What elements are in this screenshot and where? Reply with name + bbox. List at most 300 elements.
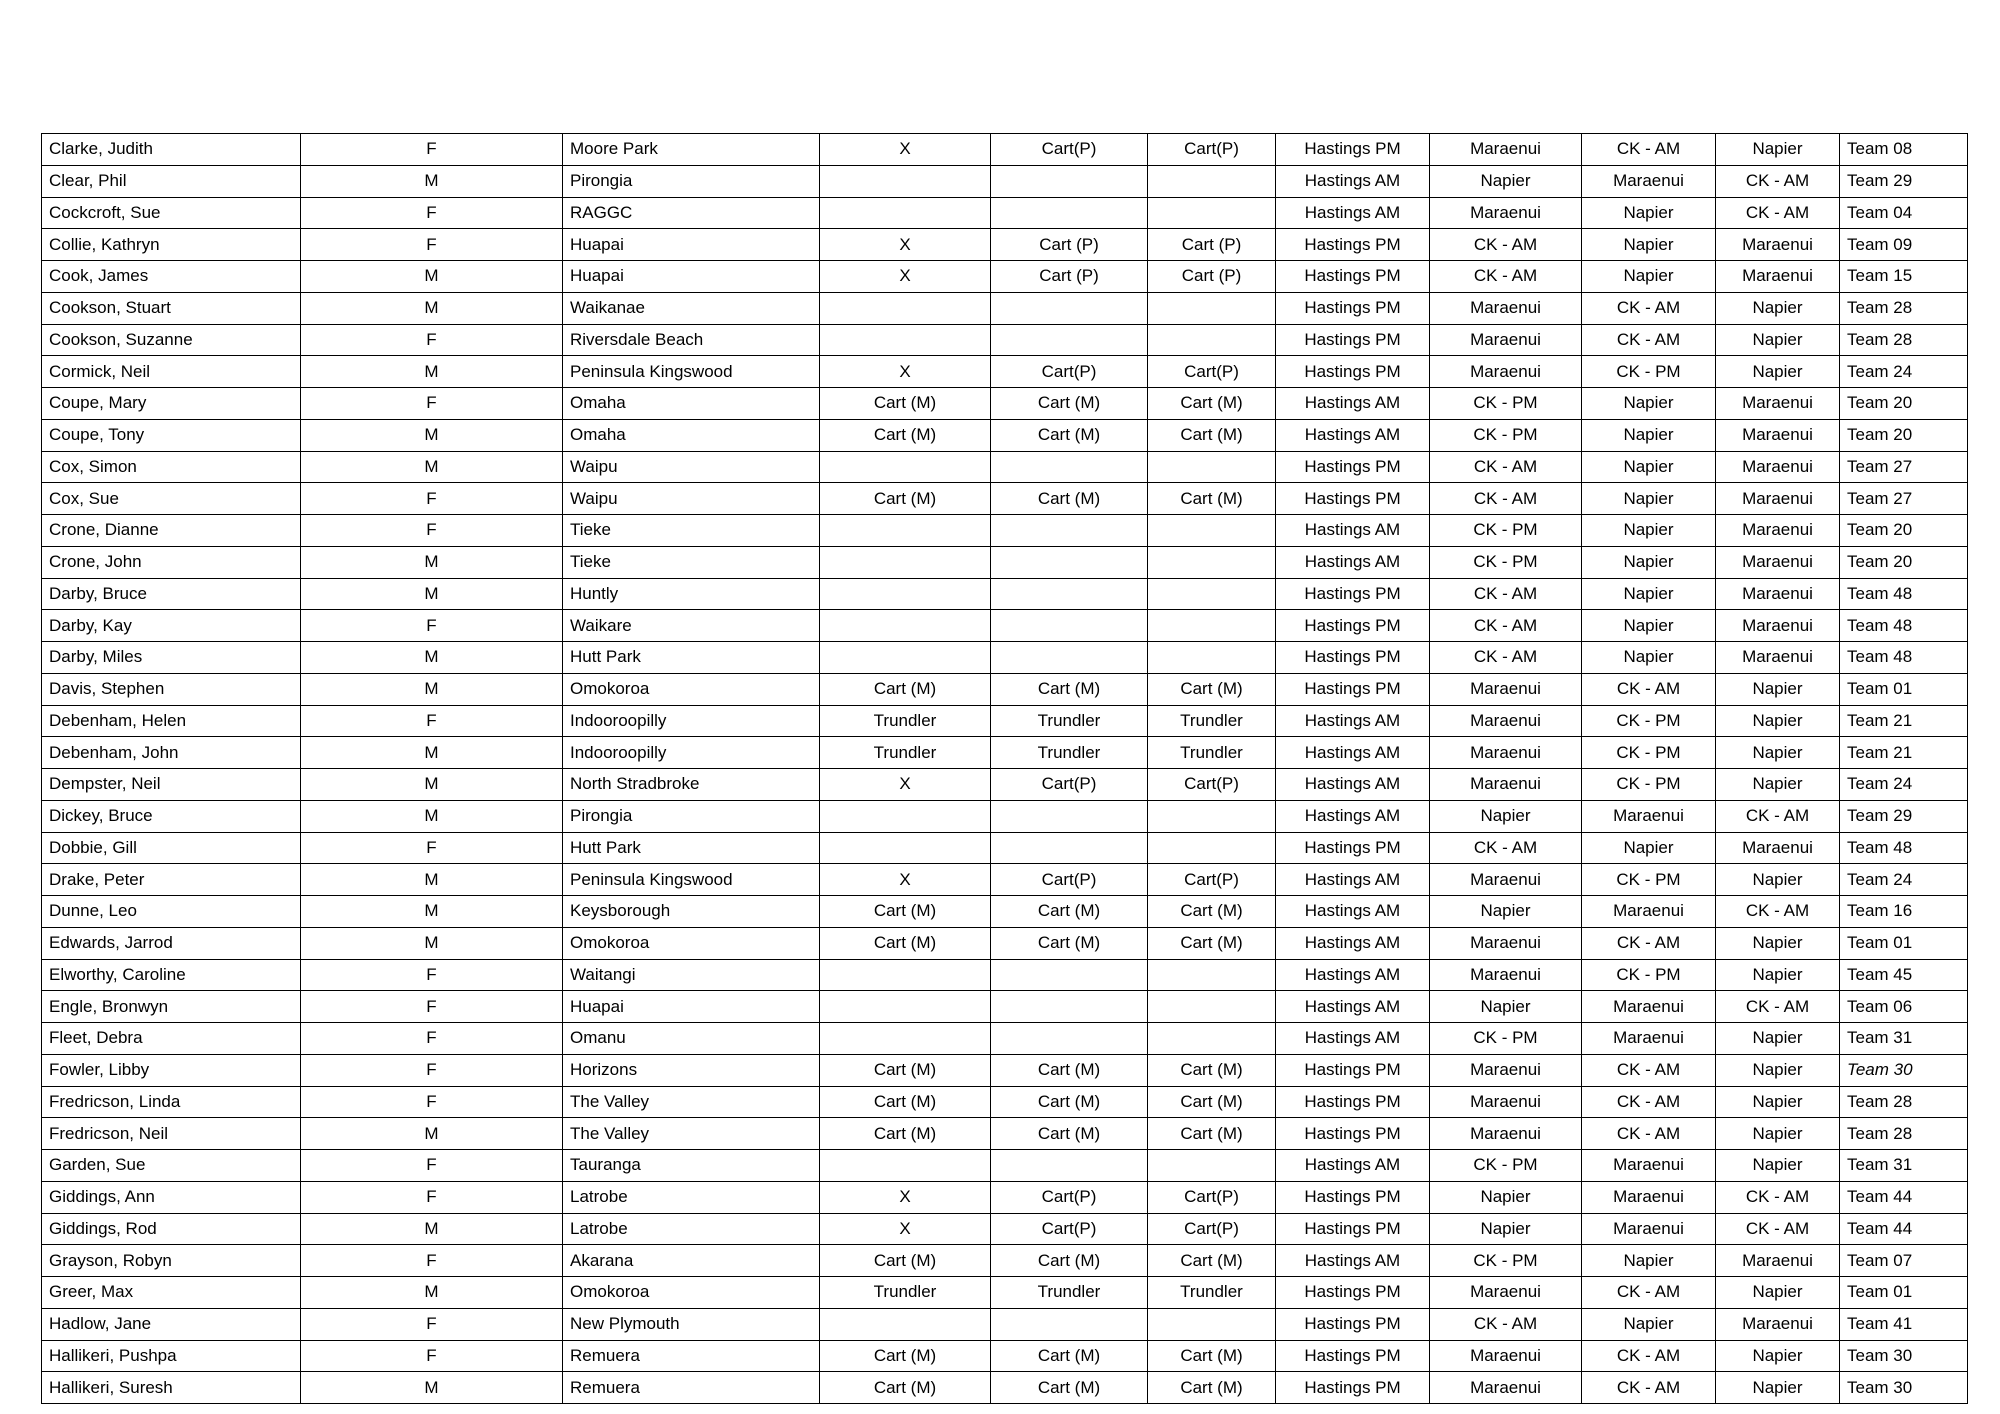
cell-name[interactable]: Cox, Sue [42,483,301,515]
cell-opt1[interactable]: X [820,1181,991,1213]
cell-venue4[interactable]: Napier [1716,1086,1840,1118]
cell-opt3[interactable]: Cart (M) [1148,1245,1276,1277]
cell-gender[interactable]: M [301,1277,563,1309]
cell-venue3[interactable]: Napier [1582,578,1716,610]
cell-opt1[interactable]: Cart (M) [820,1086,991,1118]
cell-opt2[interactable]: Cart (M) [991,896,1148,928]
cell-venue1[interactable]: Hastings PM [1276,324,1430,356]
cell-opt1[interactable]: Cart (M) [820,1372,991,1404]
cell-gender[interactable]: F [301,229,563,261]
cell-team[interactable]: Team 28 [1840,1118,1968,1150]
cell-name[interactable]: Crone, John [42,546,301,578]
cell-venue2[interactable]: CK - PM [1430,515,1582,547]
cell-venue3[interactable]: CK - PM [1582,959,1716,991]
cell-opt1[interactable]: Trundler [820,737,991,769]
cell-opt2[interactable]: Cart (M) [991,673,1148,705]
cell-club[interactable]: Peninsula Kingswood [563,864,820,896]
cell-venue1[interactable]: Hastings AM [1276,515,1430,547]
cell-opt3[interactable]: Cart(P) [1148,134,1276,166]
cell-name[interactable]: Cox, Simon [42,451,301,483]
cell-opt1[interactable]: Cart (M) [820,1245,991,1277]
cell-opt1[interactable] [820,642,991,674]
cell-gender[interactable]: M [301,642,563,674]
cell-club[interactable]: Omokoroa [563,927,820,959]
cell-venue3[interactable]: Napier [1582,546,1716,578]
cell-gender[interactable]: F [301,1340,563,1372]
cell-venue1[interactable]: Hastings PM [1276,832,1430,864]
cell-opt3[interactable] [1148,1150,1276,1182]
cell-name[interactable]: Drake, Peter [42,864,301,896]
cell-venue3[interactable]: Napier [1582,419,1716,451]
cell-team[interactable]: Team 24 [1840,769,1968,801]
cell-venue1[interactable]: Hastings PM [1276,642,1430,674]
cell-opt2[interactable]: Trundler [991,1277,1148,1309]
cell-venue1[interactable]: Hastings PM [1276,1181,1430,1213]
cell-venue2[interactable]: CK - AM [1430,229,1582,261]
cell-gender[interactable]: M [301,927,563,959]
cell-team[interactable]: Team 48 [1840,610,1968,642]
cell-venue4[interactable]: Napier [1716,1023,1840,1055]
cell-name[interactable]: Clear, Phil [42,165,301,197]
cell-venue3[interactable]: Napier [1582,1308,1716,1340]
cell-venue2[interactable]: Maraenui [1430,673,1582,705]
cell-venue2[interactable]: CK - AM [1430,483,1582,515]
cell-opt2[interactable] [991,578,1148,610]
cell-team[interactable]: Team 20 [1840,546,1968,578]
cell-gender[interactable]: M [301,1213,563,1245]
cell-opt1[interactable] [820,451,991,483]
cell-opt2[interactable] [991,1023,1148,1055]
cell-venue2[interactable]: Maraenui [1430,1277,1582,1309]
cell-gender[interactable]: F [301,515,563,547]
cell-venue1[interactable]: Hastings AM [1276,197,1430,229]
cell-name[interactable]: Cockcroft, Sue [42,197,301,229]
cell-team[interactable]: Team 30 [1840,1054,1968,1086]
cell-venue2[interactable]: CK - PM [1430,388,1582,420]
cell-name[interactable]: Cookson, Stuart [42,292,301,324]
cell-venue4[interactable]: Maraenui [1716,546,1840,578]
cell-opt1[interactable]: Cart (M) [820,927,991,959]
cell-opt2[interactable] [991,324,1148,356]
cell-opt2[interactable] [991,165,1148,197]
cell-team[interactable]: Team 30 [1840,1372,1968,1404]
cell-venue2[interactable]: Napier [1430,165,1582,197]
cell-venue1[interactable]: Hastings AM [1276,927,1430,959]
cell-venue3[interactable]: CK - AM [1582,927,1716,959]
cell-venue3[interactable]: Napier [1582,1245,1716,1277]
cell-opt3[interactable] [1148,324,1276,356]
cell-opt1[interactable]: Cart (M) [820,1340,991,1372]
cell-team[interactable]: Team 48 [1840,832,1968,864]
cell-club[interactable]: Hutt Park [563,642,820,674]
cell-opt3[interactable]: Cart (M) [1148,1340,1276,1372]
cell-club[interactable]: The Valley [563,1086,820,1118]
cell-opt3[interactable] [1148,578,1276,610]
cell-gender[interactable]: M [301,1372,563,1404]
cell-venue3[interactable]: CK - PM [1582,864,1716,896]
cell-venue1[interactable]: Hastings PM [1276,1372,1430,1404]
cell-venue1[interactable]: Hastings PM [1276,1308,1430,1340]
cell-venue1[interactable]: Hastings PM [1276,1340,1430,1372]
cell-venue2[interactable]: Maraenui [1430,1086,1582,1118]
cell-opt3[interactable]: Cart(P) [1148,356,1276,388]
cell-opt3[interactable]: Cart (M) [1148,1054,1276,1086]
cell-venue4[interactable]: CK - AM [1716,991,1840,1023]
cell-venue1[interactable]: Hastings AM [1276,419,1430,451]
cell-venue1[interactable]: Hastings PM [1276,610,1430,642]
cell-opt2[interactable] [991,610,1148,642]
cell-club[interactable]: Omaha [563,419,820,451]
cell-venue2[interactable]: Napier [1430,1181,1582,1213]
cell-team[interactable]: Team 08 [1840,134,1968,166]
cell-venue4[interactable]: Maraenui [1716,515,1840,547]
cell-team[interactable]: Team 04 [1840,197,1968,229]
cell-opt2[interactable] [991,197,1148,229]
cell-venue4[interactable]: Napier [1716,1372,1840,1404]
cell-venue4[interactable]: Napier [1716,1118,1840,1150]
cell-venue2[interactable]: CK - AM [1430,610,1582,642]
cell-opt1[interactable]: X [820,134,991,166]
cell-opt2[interactable]: Cart (M) [991,1054,1148,1086]
cell-opt1[interactable]: X [820,1213,991,1245]
cell-opt3[interactable]: Cart (M) [1148,419,1276,451]
cell-opt3[interactable]: Cart (M) [1148,896,1276,928]
cell-venue2[interactable]: Maraenui [1430,356,1582,388]
cell-opt3[interactable]: Trundler [1148,737,1276,769]
cell-name[interactable]: Fredricson, Neil [42,1118,301,1150]
cell-venue1[interactable]: Hastings AM [1276,896,1430,928]
cell-gender[interactable]: M [301,769,563,801]
cell-opt3[interactable]: Cart(P) [1148,1181,1276,1213]
cell-venue1[interactable]: Hastings PM [1276,292,1430,324]
cell-club[interactable]: Akarana [563,1245,820,1277]
cell-venue1[interactable]: Hastings AM [1276,800,1430,832]
cell-venue1[interactable]: Hastings PM [1276,483,1430,515]
cell-club[interactable]: RAGGC [563,197,820,229]
cell-club[interactable]: Waikare [563,610,820,642]
cell-venue1[interactable]: Hastings PM [1276,1213,1430,1245]
cell-venue3[interactable]: Napier [1582,642,1716,674]
cell-team[interactable]: Team 27 [1840,483,1968,515]
cell-opt2[interactable]: Cart (M) [991,1245,1148,1277]
cell-venue3[interactable]: Napier [1582,832,1716,864]
cell-opt2[interactable]: Cart (M) [991,1372,1148,1404]
cell-venue1[interactable]: Hastings AM [1276,546,1430,578]
cell-venue1[interactable]: Hastings PM [1276,1054,1430,1086]
cell-team[interactable]: Team 28 [1840,1086,1968,1118]
cell-opt2[interactable] [991,959,1148,991]
cell-venue3[interactable]: CK - AM [1582,292,1716,324]
cell-opt1[interactable] [820,959,991,991]
cell-venue2[interactable]: Maraenui [1430,705,1582,737]
cell-team[interactable]: Team 01 [1840,927,1968,959]
cell-opt3[interactable] [1148,1023,1276,1055]
cell-opt3[interactable] [1148,165,1276,197]
cell-gender[interactable]: M [301,356,563,388]
cell-venue2[interactable]: Maraenui [1430,927,1582,959]
cell-team[interactable]: Team 28 [1840,292,1968,324]
cell-opt3[interactable] [1148,451,1276,483]
cell-gender[interactable]: M [301,419,563,451]
cell-venue2[interactable]: CK - PM [1430,1245,1582,1277]
cell-club[interactable]: Tieke [563,546,820,578]
cell-team[interactable]: Team 31 [1840,1150,1968,1182]
cell-club[interactable]: Huapai [563,229,820,261]
cell-opt3[interactable]: Trundler [1148,1277,1276,1309]
cell-club[interactable]: Omokoroa [563,1277,820,1309]
cell-name[interactable]: Engle, Bronwyn [42,991,301,1023]
cell-team[interactable]: Team 20 [1840,419,1968,451]
cell-venue3[interactable]: CK - AM [1582,673,1716,705]
cell-venue4[interactable]: Maraenui [1716,1245,1840,1277]
cell-opt2[interactable]: Cart(P) [991,864,1148,896]
cell-gender[interactable]: F [301,991,563,1023]
cell-name[interactable]: Clarke, Judith [42,134,301,166]
cell-venue4[interactable]: Maraenui [1716,261,1840,293]
cell-name[interactable]: Collie, Kathryn [42,229,301,261]
cell-opt1[interactable] [820,991,991,1023]
cell-name[interactable]: Elworthy, Caroline [42,959,301,991]
cell-gender[interactable]: F [301,324,563,356]
cell-gender[interactable]: M [301,165,563,197]
cell-opt1[interactable] [820,800,991,832]
cell-gender[interactable]: M [301,546,563,578]
cell-venue4[interactable]: Maraenui [1716,483,1840,515]
cell-team[interactable]: Team 45 [1840,959,1968,991]
cell-venue1[interactable]: Hastings PM [1276,673,1430,705]
cell-club[interactable]: North Stradbroke [563,769,820,801]
cell-club[interactable]: Riversdale Beach [563,324,820,356]
cell-opt2[interactable]: Cart (P) [991,261,1148,293]
cell-opt2[interactable]: Cart (M) [991,1118,1148,1150]
cell-club[interactable]: Huapai [563,261,820,293]
cell-club[interactable]: New Plymouth [563,1308,820,1340]
cell-venue1[interactable]: Hastings PM [1276,1277,1430,1309]
cell-club[interactable]: Waikanae [563,292,820,324]
cell-opt3[interactable]: Cart (M) [1148,1086,1276,1118]
cell-team[interactable]: Team 29 [1840,165,1968,197]
cell-name[interactable]: Hallikeri, Pushpa [42,1340,301,1372]
cell-team[interactable]: Team 44 [1840,1181,1968,1213]
cell-venue4[interactable]: Napier [1716,356,1840,388]
cell-gender[interactable]: M [301,578,563,610]
cell-opt3[interactable]: Cart (P) [1148,261,1276,293]
cell-name[interactable]: Edwards, Jarrod [42,927,301,959]
cell-club[interactable]: Huapai [563,991,820,1023]
cell-venue4[interactable]: Napier [1716,864,1840,896]
cell-team[interactable]: Team 41 [1840,1308,1968,1340]
cell-venue3[interactable]: Maraenui [1582,896,1716,928]
cell-club[interactable]: Hutt Park [563,832,820,864]
cell-gender[interactable]: F [301,1181,563,1213]
cell-venue4[interactable]: Napier [1716,673,1840,705]
cell-opt1[interactable] [820,1308,991,1340]
cell-venue2[interactable]: Maraenui [1430,737,1582,769]
cell-venue2[interactable]: Napier [1430,800,1582,832]
cell-venue4[interactable]: Napier [1716,324,1840,356]
cell-venue2[interactable]: Maraenui [1430,1054,1582,1086]
cell-venue4[interactable]: Napier [1716,769,1840,801]
cell-opt3[interactable]: Cart(P) [1148,769,1276,801]
cell-opt2[interactable]: Cart (M) [991,927,1148,959]
cell-venue4[interactable]: Napier [1716,705,1840,737]
cell-team[interactable]: Team 20 [1840,515,1968,547]
cell-venue4[interactable]: Napier [1716,1277,1840,1309]
cell-venue3[interactable]: Napier [1582,483,1716,515]
cell-venue3[interactable]: CK - AM [1582,324,1716,356]
cell-name[interactable]: Giddings, Rod [42,1213,301,1245]
cell-gender[interactable]: F [301,1308,563,1340]
cell-venue3[interactable]: Napier [1582,229,1716,261]
cell-gender[interactable]: M [301,800,563,832]
cell-team[interactable]: Team 31 [1840,1023,1968,1055]
cell-opt1[interactable] [820,1023,991,1055]
cell-name[interactable]: Debenham, Helen [42,705,301,737]
cell-gender[interactable]: F [301,705,563,737]
cell-opt1[interactable]: Cart (M) [820,896,991,928]
cell-opt1[interactable]: Cart (M) [820,483,991,515]
cell-opt1[interactable] [820,610,991,642]
cell-team[interactable]: Team 24 [1840,864,1968,896]
cell-name[interactable]: Davis, Stephen [42,673,301,705]
cell-opt2[interactable] [991,642,1148,674]
cell-gender[interactable]: M [301,261,563,293]
cell-name[interactable]: Fleet, Debra [42,1023,301,1055]
cell-gender[interactable]: F [301,1150,563,1182]
cell-opt3[interactable]: Cart(P) [1148,864,1276,896]
cell-opt3[interactable] [1148,800,1276,832]
cell-venue3[interactable]: Napier [1582,388,1716,420]
cell-venue3[interactable]: CK - AM [1582,1054,1716,1086]
cell-gender[interactable]: F [301,610,563,642]
cell-venue4[interactable]: Napier [1716,927,1840,959]
cell-opt2[interactable] [991,1150,1148,1182]
cell-team[interactable]: Team 20 [1840,388,1968,420]
cell-venue1[interactable]: Hastings AM [1276,959,1430,991]
cell-name[interactable]: Darby, Bruce [42,578,301,610]
cell-venue4[interactable]: CK - AM [1716,800,1840,832]
cell-club[interactable]: Tauranga [563,1150,820,1182]
cell-opt1[interactable] [820,578,991,610]
cell-venue2[interactable]: CK - PM [1430,419,1582,451]
cell-gender[interactable]: F [301,1023,563,1055]
cell-club[interactable]: Remuera [563,1340,820,1372]
cell-club[interactable]: The Valley [563,1118,820,1150]
cell-venue2[interactable]: Maraenui [1430,324,1582,356]
cell-opt3[interactable]: Cart (M) [1148,483,1276,515]
cell-venue4[interactable]: CK - AM [1716,896,1840,928]
cell-venue4[interactable]: Maraenui [1716,610,1840,642]
cell-venue4[interactable]: Maraenui [1716,419,1840,451]
cell-name[interactable]: Cookson, Suzanne [42,324,301,356]
cell-opt3[interactable] [1148,1308,1276,1340]
cell-opt2[interactable]: Cart (M) [991,419,1148,451]
cell-name[interactable]: Coupe, Tony [42,419,301,451]
cell-name[interactable]: Dempster, Neil [42,769,301,801]
cell-opt3[interactable]: Cart (M) [1148,673,1276,705]
cell-opt1[interactable] [820,832,991,864]
cell-venue1[interactable]: Hastings AM [1276,705,1430,737]
cell-venue2[interactable]: Napier [1430,896,1582,928]
cell-opt1[interactable]: X [820,261,991,293]
cell-club[interactable]: Omaha [563,388,820,420]
cell-venue3[interactable]: Maraenui [1582,1023,1716,1055]
cell-venue3[interactable]: Napier [1582,261,1716,293]
cell-opt1[interactable]: Cart (M) [820,1054,991,1086]
cell-gender[interactable]: M [301,896,563,928]
cell-opt2[interactable] [991,1308,1148,1340]
cell-opt3[interactable] [1148,991,1276,1023]
cell-opt2[interactable] [991,451,1148,483]
cell-venue4[interactable]: Napier [1716,959,1840,991]
cell-opt1[interactable]: X [820,356,991,388]
cell-team[interactable]: Team 28 [1840,324,1968,356]
cell-club[interactable]: Horizons [563,1054,820,1086]
cell-venue3[interactable]: Napier [1582,610,1716,642]
cell-opt2[interactable] [991,800,1148,832]
cell-opt2[interactable]: Trundler [991,737,1148,769]
cell-name[interactable]: Hadlow, Jane [42,1308,301,1340]
cell-venue2[interactable]: CK - AM [1430,578,1582,610]
cell-venue4[interactable]: Napier [1716,1150,1840,1182]
cell-venue2[interactable]: Maraenui [1430,959,1582,991]
cell-venue1[interactable]: Hastings PM [1276,356,1430,388]
cell-venue1[interactable]: Hastings AM [1276,737,1430,769]
cell-venue4[interactable]: CK - AM [1716,165,1840,197]
cell-gender[interactable]: M [301,1118,563,1150]
cell-venue2[interactable]: Napier [1430,1213,1582,1245]
cell-venue4[interactable]: CK - AM [1716,1181,1840,1213]
cell-opt3[interactable]: Cart (M) [1148,927,1276,959]
cell-venue2[interactable]: CK - PM [1430,1023,1582,1055]
cell-gender[interactable]: M [301,451,563,483]
cell-venue2[interactable]: Maraenui [1430,864,1582,896]
cell-opt3[interactable] [1148,832,1276,864]
cell-venue2[interactable]: Maraenui [1430,1340,1582,1372]
cell-opt1[interactable] [820,197,991,229]
cell-venue3[interactable]: Maraenui [1582,1181,1716,1213]
cell-team[interactable]: Team 24 [1840,356,1968,388]
cell-venue2[interactable]: CK - PM [1430,1150,1582,1182]
cell-opt3[interactable] [1148,610,1276,642]
cell-team[interactable]: Team 48 [1840,578,1968,610]
cell-team[interactable]: Team 09 [1840,229,1968,261]
cell-team[interactable]: Team 27 [1840,451,1968,483]
cell-venue3[interactable]: Napier [1582,515,1716,547]
cell-opt2[interactable]: Cart(P) [991,134,1148,166]
cell-venue4[interactable]: Maraenui [1716,578,1840,610]
cell-gender[interactable]: M [301,673,563,705]
cell-venue4[interactable]: Napier [1716,737,1840,769]
cell-club[interactable]: Waipu [563,483,820,515]
cell-team[interactable]: Team 01 [1840,1277,1968,1309]
cell-venue4[interactable]: Napier [1716,292,1840,324]
cell-club[interactable]: Moore Park [563,134,820,166]
cell-venue3[interactable]: CK - PM [1582,769,1716,801]
cell-venue2[interactable]: Maraenui [1430,1372,1582,1404]
cell-venue4[interactable]: Maraenui [1716,229,1840,261]
cell-opt2[interactable] [991,515,1148,547]
cell-club[interactable]: Omokoroa [563,673,820,705]
cell-opt3[interactable] [1148,292,1276,324]
cell-opt2[interactable]: Cart(P) [991,1181,1148,1213]
cell-team[interactable]: Team 07 [1840,1245,1968,1277]
cell-opt3[interactable] [1148,642,1276,674]
cell-opt1[interactable]: Cart (M) [820,388,991,420]
cell-name[interactable]: Cook, James [42,261,301,293]
cell-club[interactable]: Keysborough [563,896,820,928]
cell-venue4[interactable]: Maraenui [1716,451,1840,483]
